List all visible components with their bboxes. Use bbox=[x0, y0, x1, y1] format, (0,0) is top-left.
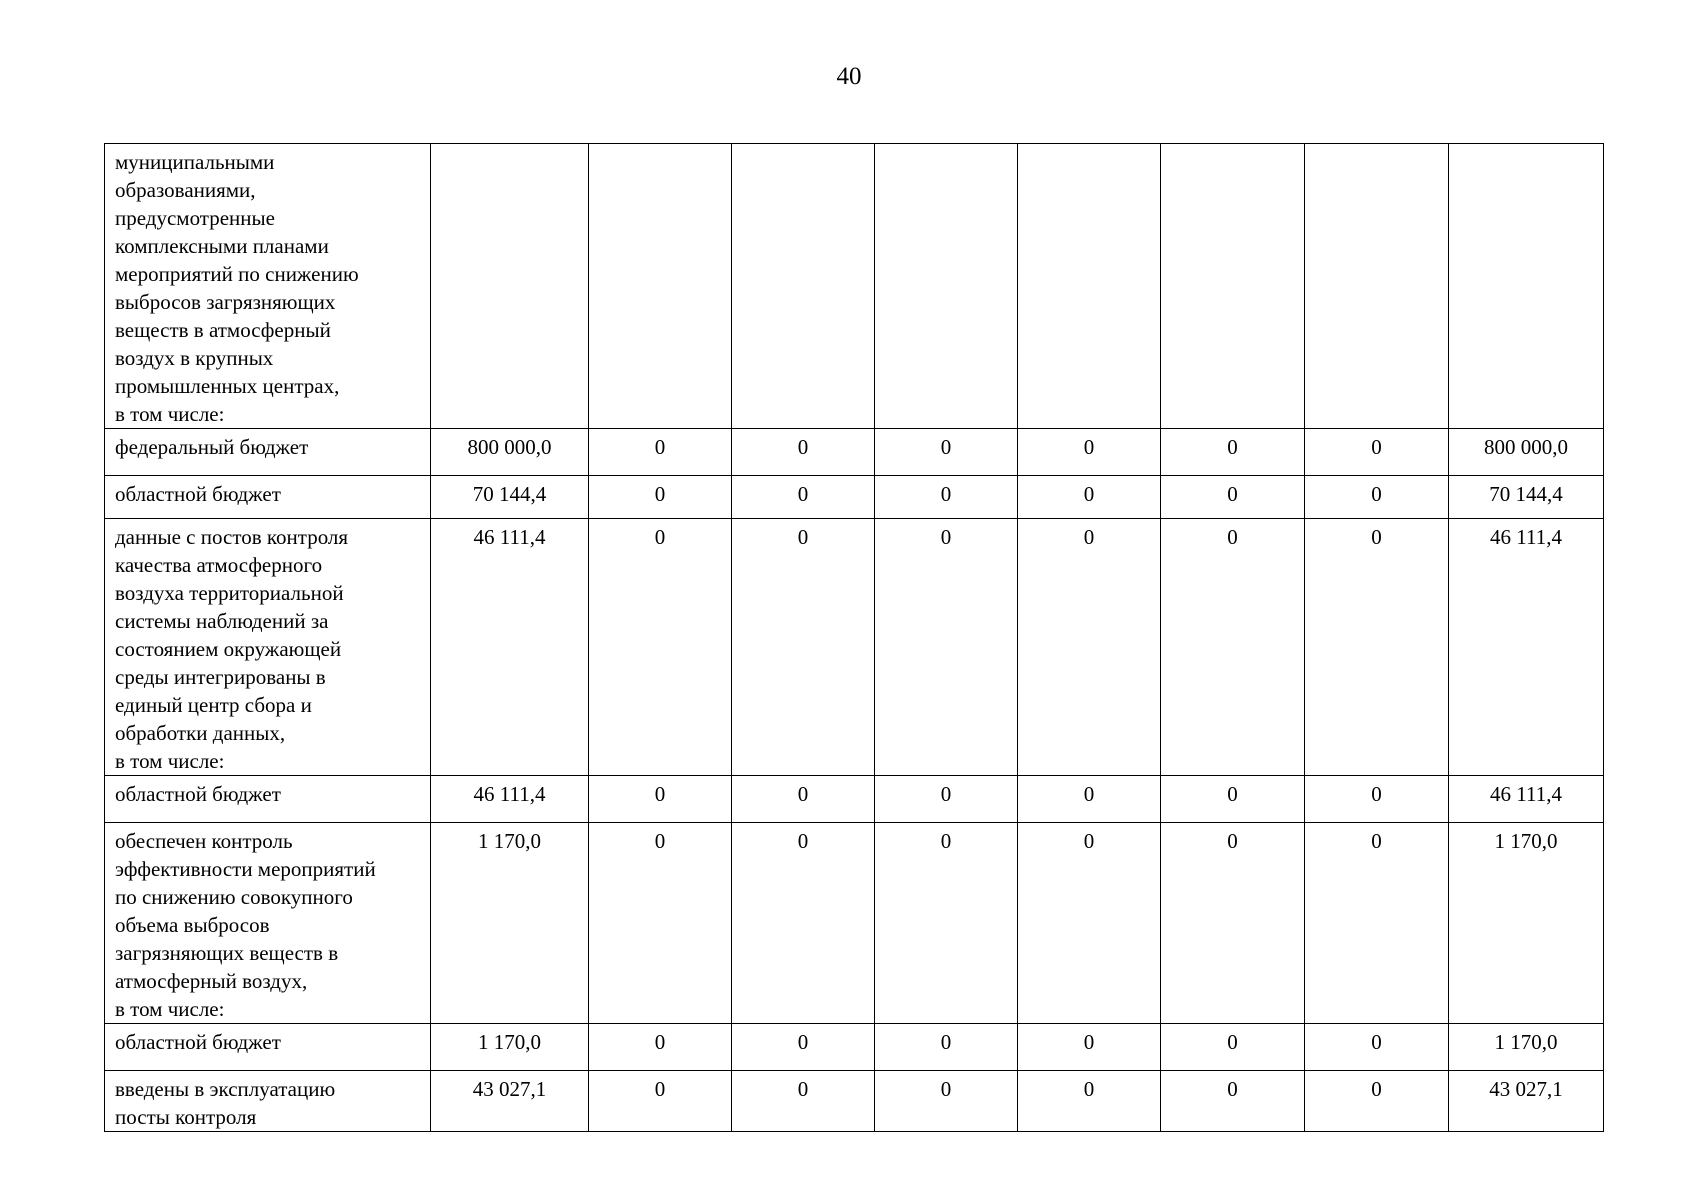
value-cell: 0 bbox=[589, 429, 732, 476]
value-cell: 0 bbox=[875, 776, 1018, 823]
value-cell: 0 bbox=[589, 476, 732, 519]
table-row bbox=[105, 1071, 1604, 1132]
value-cell: 0 bbox=[875, 429, 1018, 476]
value-cell: 0 bbox=[1305, 1024, 1449, 1071]
row-label: муниципальными образованиями, предусмотренные комплексными планами мероприятий по снижению выбросов загрязняющих веществ в атмосферный воздух в крупных промышленных центрах, в том числе: bbox=[105, 144, 431, 429]
row-label: областной бюджет bbox=[105, 776, 431, 823]
value-cell: 0 bbox=[732, 429, 875, 476]
table-row bbox=[105, 1024, 1604, 1071]
value-cell bbox=[1018, 144, 1161, 429]
page-number: 40 bbox=[836, 63, 862, 90]
value-cell bbox=[875, 144, 1018, 429]
value-cell bbox=[732, 144, 875, 429]
value-cell: 46 111,4 bbox=[431, 519, 589, 776]
value-cell: 0 bbox=[1018, 823, 1161, 1024]
value-cell: 0 bbox=[1305, 429, 1449, 476]
value-cell: 0 bbox=[1305, 1071, 1449, 1132]
value-cell: 0 bbox=[1305, 823, 1449, 1024]
value-cell: 0 bbox=[1018, 519, 1161, 776]
value-cell: 0 bbox=[732, 1024, 875, 1071]
value-cell: 0 bbox=[1018, 476, 1161, 519]
value-cell: 0 bbox=[732, 1071, 875, 1132]
value-cell: 800 000,0 bbox=[431, 429, 589, 476]
value-cell: 0 bbox=[1018, 776, 1161, 823]
row-label: обеспечен контроль эффективности мероприятий по снижению совокупного объема выбросов загрязняющих веществ в атмосферный воздух, в том числе: bbox=[105, 823, 431, 1024]
value-cell: 0 bbox=[875, 476, 1018, 519]
value-cell bbox=[431, 144, 589, 429]
value-cell: 0 bbox=[732, 519, 875, 776]
total-cell: 46 111,4 bbox=[1449, 519, 1604, 776]
value-cell bbox=[589, 144, 732, 429]
value-cell: 0 bbox=[1161, 776, 1305, 823]
value-cell: 0 bbox=[732, 776, 875, 823]
value-cell: 0 bbox=[1161, 476, 1305, 519]
value-cell: 0 bbox=[875, 519, 1018, 776]
table-row bbox=[105, 476, 1604, 519]
budget-table bbox=[104, 143, 1604, 1132]
value-cell: 0 bbox=[1305, 476, 1449, 519]
value-cell: 70 144,4 bbox=[431, 476, 589, 519]
value-cell: 0 bbox=[589, 776, 732, 823]
value-cell bbox=[1161, 144, 1305, 429]
total-cell: 46 111,4 bbox=[1449, 776, 1604, 823]
value-cell: 0 bbox=[1161, 823, 1305, 1024]
value-cell: 0 bbox=[589, 1071, 732, 1132]
value-cell bbox=[1305, 144, 1449, 429]
value-cell: 0 bbox=[589, 519, 732, 776]
value-cell: 1 170,0 bbox=[431, 823, 589, 1024]
value-cell: 0 bbox=[1305, 519, 1449, 776]
value-cell: 0 bbox=[1018, 1071, 1161, 1132]
table-row bbox=[105, 519, 1604, 776]
value-cell: 0 bbox=[875, 1071, 1018, 1132]
value-cell: 46 111,4 bbox=[431, 776, 589, 823]
value-cell: 0 bbox=[1161, 519, 1305, 776]
total-cell: 800 000,0 bbox=[1449, 429, 1604, 476]
table-row bbox=[105, 776, 1604, 823]
value-cell: 43 027,1 bbox=[431, 1071, 589, 1132]
value-cell: 0 bbox=[732, 823, 875, 1024]
total-cell: 1 170,0 bbox=[1449, 823, 1604, 1024]
value-cell: 0 bbox=[589, 1024, 732, 1071]
value-cell: 0 bbox=[875, 823, 1018, 1024]
value-cell: 0 bbox=[1161, 1071, 1305, 1132]
total-cell: 70 144,4 bbox=[1449, 476, 1604, 519]
table-row bbox=[105, 823, 1604, 1024]
value-cell: 0 bbox=[1305, 776, 1449, 823]
value-cell: 0 bbox=[732, 476, 875, 519]
value-cell: 0 bbox=[589, 823, 732, 1024]
total-cell bbox=[1449, 144, 1604, 429]
value-cell: 0 bbox=[1018, 1024, 1161, 1071]
row-label: данные с постов контроля качества атмосферного воздуха территориальной системы наблюдений за состоянием окружающей среды интегрированы в единый центр сбора и обработки данных, в том числе: bbox=[105, 519, 431, 776]
total-cell: 43 027,1 bbox=[1449, 1071, 1604, 1132]
value-cell: 0 bbox=[1161, 429, 1305, 476]
row-label: федеральный бюджет bbox=[105, 429, 431, 476]
value-cell: 0 bbox=[875, 1024, 1018, 1071]
row-label: введены в эксплуатацию посты контроля bbox=[105, 1071, 431, 1132]
row-label: областной бюджет bbox=[105, 476, 431, 519]
table-row bbox=[105, 429, 1604, 476]
row-label: областной бюджет bbox=[105, 1024, 431, 1071]
value-cell: 1 170,0 bbox=[431, 1024, 589, 1071]
value-cell: 0 bbox=[1161, 1024, 1305, 1071]
total-cell: 1 170,0 bbox=[1449, 1024, 1604, 1071]
table-row bbox=[105, 144, 1604, 429]
value-cell: 0 bbox=[1018, 429, 1161, 476]
